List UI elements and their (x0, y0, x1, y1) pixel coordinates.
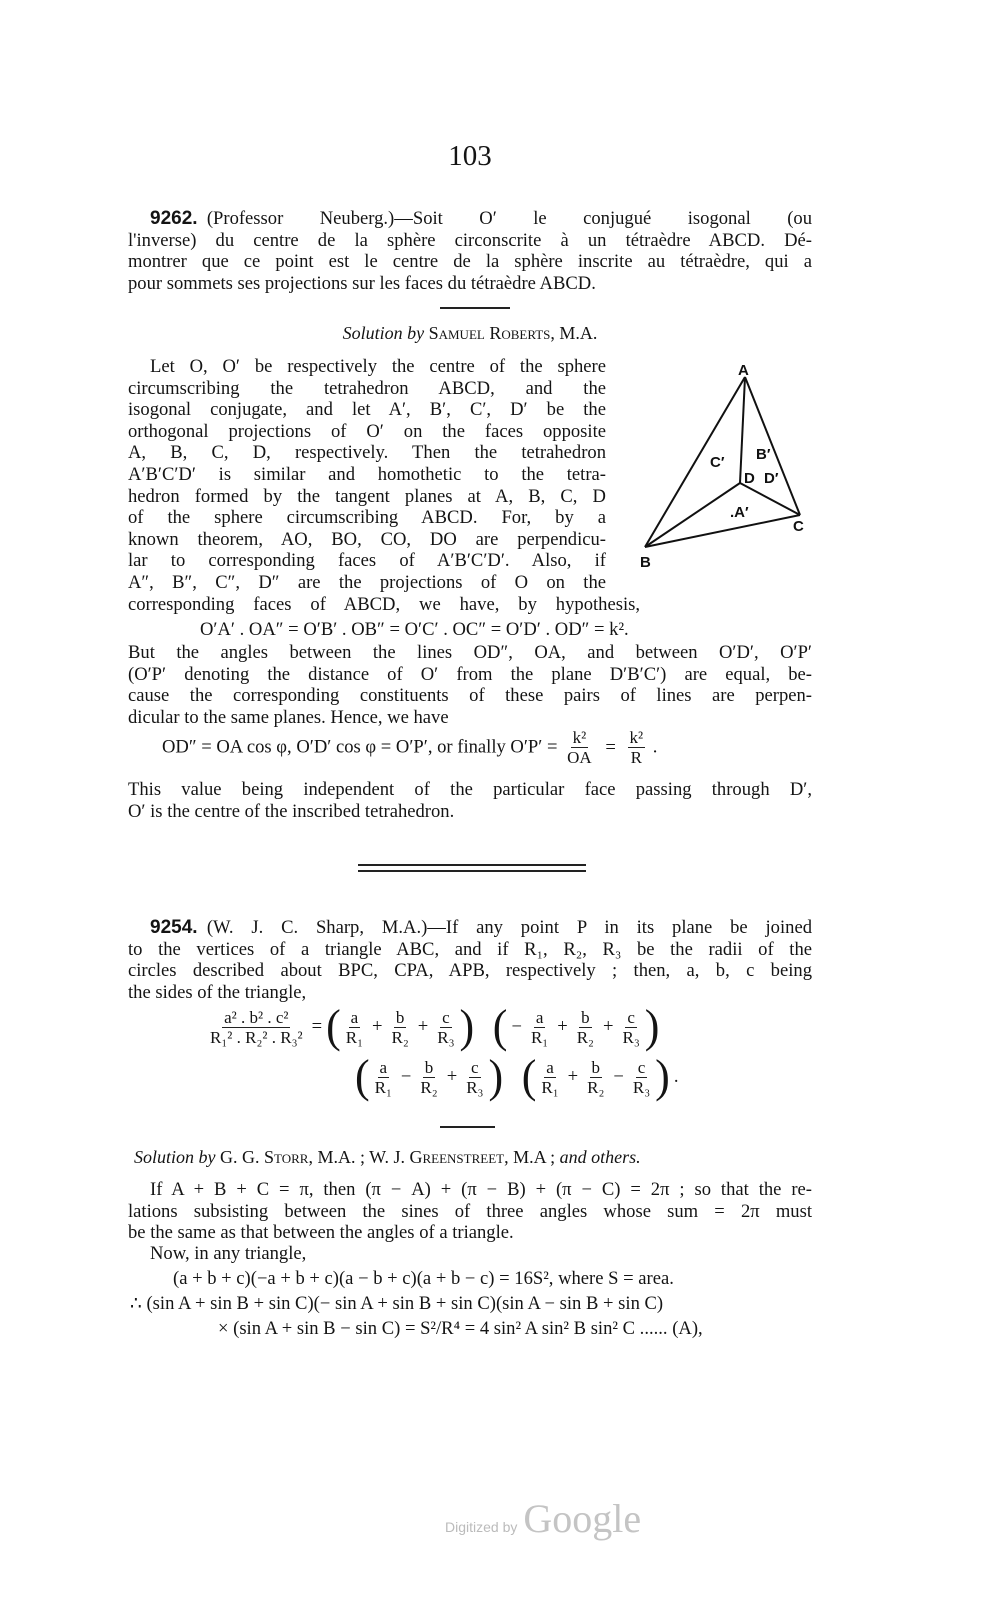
sign: + (567, 1066, 579, 1087)
fraction (418, 1058, 439, 1097)
fraction (585, 1058, 606, 1097)
numerator: c (442, 1007, 450, 1027)
text-line (128, 356, 606, 378)
text-line (128, 1222, 812, 1244)
solution-author: Samuel Roberts, M.A. (428, 323, 598, 343)
fraction (631, 1058, 652, 1097)
equation-1: O′A′ . OA″ = O′B′ . OB″ = O′C′ . OC″ = O′D′ . OD″ = k². (200, 619, 629, 640)
numerator: c (627, 1007, 635, 1027)
numerator: b (581, 1007, 590, 1027)
solution-paragraph (128, 779, 812, 822)
paren-close: ) (459, 1000, 475, 1053)
text-line (128, 960, 812, 982)
and-others: and others. (559, 1147, 641, 1167)
solution-byline (134, 1147, 641, 1168)
page-number: 103 (448, 140, 492, 172)
paren-close: ) (644, 1000, 660, 1053)
watermark-prefix: Digitized by (445, 1519, 518, 1535)
numerator: c (637, 1057, 646, 1077)
solution-by-label: Solution by (134, 1147, 216, 1167)
denominator: R₂ (391, 1027, 409, 1047)
line-text: A″, B″, C″, D″ are the projections of O on the (128, 571, 606, 593)
line-text: If A + B + C = π, then (π − A) + (π − B) + (π − C) = 2π ; so that the re- (150, 1179, 812, 1200)
problem-9254 (128, 917, 812, 1003)
numerator: b (424, 1057, 434, 1077)
text-line (128, 594, 640, 616)
line-text: circumscribing the tetrahedron ABCD, and the (128, 377, 606, 399)
fraction (529, 1008, 550, 1047)
line-text: montrer que ce point est le centre de la sphère inscrite au tétraèdre, qui a (128, 251, 812, 273)
equals: = (311, 1016, 323, 1037)
double-rule-top (358, 864, 586, 866)
paren-close: ) (655, 1050, 670, 1103)
solution-paragraph (128, 356, 640, 615)
equation-sines-cont: × (sin A + sin B − sin C) = S²/R⁴ = 4 sin² A sin² B sin² C ...... (A), (218, 1318, 703, 1339)
numerator: a (379, 1057, 388, 1077)
now-line: Now, in any triangle, (150, 1243, 307, 1264)
solution-paragraph (128, 1179, 812, 1244)
sign: + (602, 1016, 614, 1037)
line-text: dicular to the same planes. Hence, we have (128, 706, 449, 728)
edge-ad (740, 377, 745, 483)
fraction (344, 1008, 365, 1047)
numerator: a² . b² . c² (224, 1007, 289, 1027)
line-text: O′ is the centre of the inscribed tetrahedron. (128, 800, 455, 822)
denominator: R₁² . R₂² . R₃² (210, 1027, 303, 1047)
text-line (128, 685, 812, 707)
paren-open: ( (492, 1000, 508, 1053)
sign: + (446, 1066, 458, 1087)
text-line (128, 917, 812, 939)
text-line (128, 399, 606, 421)
denominator: OA (567, 748, 592, 767)
period: . (673, 1066, 679, 1087)
fraction (373, 1058, 394, 1097)
paren-open: ( (326, 1000, 341, 1053)
text-line (128, 208, 812, 230)
numerator: b (395, 1007, 405, 1027)
numerator: b (591, 1057, 600, 1077)
label-d: D (744, 470, 755, 487)
tetrahedron-figure (630, 355, 820, 575)
equation-9254 (205, 1000, 682, 1103)
denominator: R₃ (466, 1077, 484, 1097)
sign: − (613, 1066, 624, 1087)
numerator: c (471, 1057, 479, 1077)
denominator: R₃ (622, 1027, 640, 1047)
denominator: R₃ (632, 1077, 651, 1097)
sign: + (417, 1016, 429, 1037)
numerator: a (350, 1007, 359, 1027)
denominator: R₁ (374, 1077, 392, 1097)
line-text: corresponding faces of ABCD, we have, by hypothesis, (128, 593, 640, 615)
solution-authors: G. G. Storr, M.A. ; W. J. Greenstreet, M.A ; (220, 1147, 556, 1167)
line-text: A′B′C′D′ is similar and homothetic to the tetra- (128, 463, 606, 485)
equals: = (605, 736, 616, 758)
text-line (128, 707, 812, 729)
text-line (128, 664, 812, 686)
problem-number: 9262. (150, 208, 198, 229)
text-line (128, 1201, 812, 1223)
text-line (128, 1179, 812, 1201)
line-text: lations subsisting between the sines of three angles whose sum = 2π must (128, 1200, 812, 1222)
divider (440, 307, 510, 309)
line-text: lar to corresponding faces of A′B′C′D′. Also, if (128, 550, 606, 572)
equation-sines: ∴ (sin A + sin B + sin C)(− sin A + sin B + sin C)(sin A − sin B + sin C) (130, 1293, 664, 1314)
text-line (128, 378, 606, 400)
line-text: (W. J. C. Sharp, M.A.)—If any point P in its plane be joined (206, 917, 812, 938)
text-line (128, 939, 812, 961)
denominator: R₂ (587, 1077, 605, 1097)
denominator: R₂ (420, 1077, 438, 1097)
solution-paragraph (128, 642, 812, 728)
text-line (128, 251, 812, 273)
equation-row (205, 1000, 682, 1053)
denominator: R (630, 748, 642, 767)
numerator: k² (629, 728, 644, 747)
line-text: isogonal conjugate, and let A′, B′, C′, D′ be the (128, 399, 606, 421)
denominator: R₁ (530, 1027, 549, 1047)
fraction (390, 1008, 411, 1047)
paren-open: ( (521, 1050, 537, 1103)
paren-close: ) (488, 1050, 504, 1103)
line-text: (Professor Neuberg.)—Soit O′ le conjugué isogonal (ou (206, 208, 812, 229)
numerator: a (546, 1057, 554, 1077)
edge-dc (740, 483, 800, 515)
denominator: R₃ (437, 1027, 455, 1047)
fraction (575, 1008, 596, 1047)
line-text: to the vertices of a triangle ABC, and if R₁, R₂, R₃ be the radii of the (128, 938, 812, 960)
edge-ab (645, 377, 745, 547)
double-rule-bottom (358, 870, 586, 872)
line-text: circles described about BPC, CPA, APB, respectively ; then, a, b, c being (128, 960, 812, 982)
denominator: R₁ (541, 1077, 559, 1097)
text-line (128, 779, 812, 801)
line-text: the sides of the triangle, (128, 981, 307, 1003)
fraction (539, 1058, 560, 1097)
problem-9262 (128, 208, 812, 294)
text-line (128, 529, 606, 551)
text-line (128, 421, 606, 443)
numerator: a (535, 1007, 544, 1027)
line-text: of the sphere circumscribing ABCD. For, by a (128, 507, 606, 529)
equation-area: (a + b + c)(−a + b + c)(a − b + c)(a + b − c) = 16S², where S = area. (173, 1268, 674, 1289)
label-c-prime: C′ (710, 454, 725, 471)
line-text: cause the corresponding constituents of these pairs of lines are perpen- (128, 685, 812, 707)
line-text: Let O, O′ be respectively the centre of the sphere (150, 356, 606, 377)
text-line (128, 801, 812, 823)
line-text: This value being independent of the particular face passing through D′, (128, 779, 812, 800)
text-line (128, 273, 812, 295)
problem-number: 9254. (150, 917, 198, 938)
equation-2-text: OD″ = OA cos φ, O′D′ cos φ = O′P′, or finally O′P′ = (162, 736, 558, 758)
numerator: k² (572, 728, 587, 747)
text-line (128, 486, 606, 508)
text-line (128, 230, 812, 252)
denominator: R₁ (345, 1027, 364, 1047)
edge-ac (745, 377, 800, 515)
line-text: orthogonal projections of O′ on the faces opposite (128, 420, 606, 442)
denominator: R₂ (576, 1027, 594, 1047)
fraction (628, 728, 646, 767)
line-text: But the angles between the lines OD″, OA, and between O′D′, O′P′ (128, 642, 812, 663)
equation-row (355, 1050, 682, 1103)
line-text: A, B, C, D, respectively. Then the tetrahedron (128, 442, 606, 464)
solution-by-label: Solution by (342, 323, 425, 343)
solution-byline (0, 323, 940, 344)
paren-open: ( (355, 1050, 370, 1103)
label-d-prime: D′ (764, 470, 779, 487)
label-b: B (640, 554, 651, 571)
text-line (128, 464, 606, 486)
sign: + (372, 1016, 383, 1037)
label-c: C (793, 518, 804, 535)
text-line (128, 507, 606, 529)
line-text: known theorem, AO, BO, CO, DO are perpendicu- (128, 528, 606, 550)
line-text: l'inverse) du centre de la sphère circonscrite à un tétraèdre ABCD. Dé- (128, 229, 812, 251)
label-a: A (738, 362, 749, 379)
line-text: hedron formed by the tangent planes at A, B, C, D (128, 485, 606, 507)
fraction (620, 1008, 641, 1047)
watermark (445, 1495, 641, 1542)
sign: + (557, 1016, 568, 1037)
fraction (435, 1008, 456, 1047)
line-text: be the same as that between the angles of a triangle. (128, 1222, 514, 1244)
period: . (652, 736, 658, 758)
google-logo: Google (523, 1496, 642, 1541)
label-b-prime: B′ (756, 446, 771, 463)
text-line (128, 572, 606, 594)
label-a-prime: .A′ (730, 504, 749, 521)
line-text: (O′P′ denoting the distance of O′ from the plane D′B′C′) are equal, be- (128, 663, 812, 685)
fraction (208, 1008, 305, 1047)
fraction (464, 1058, 485, 1097)
line-text: pour sommets ses projections sur les faces du tétraèdre ABCD. (128, 272, 596, 294)
sign: − (511, 1016, 522, 1037)
text-line (128, 642, 812, 664)
equation-2 (162, 728, 657, 767)
text-line (128, 442, 606, 464)
sign: − (400, 1066, 412, 1087)
divider (440, 1126, 495, 1128)
fraction (565, 728, 594, 767)
text-line (128, 550, 606, 572)
